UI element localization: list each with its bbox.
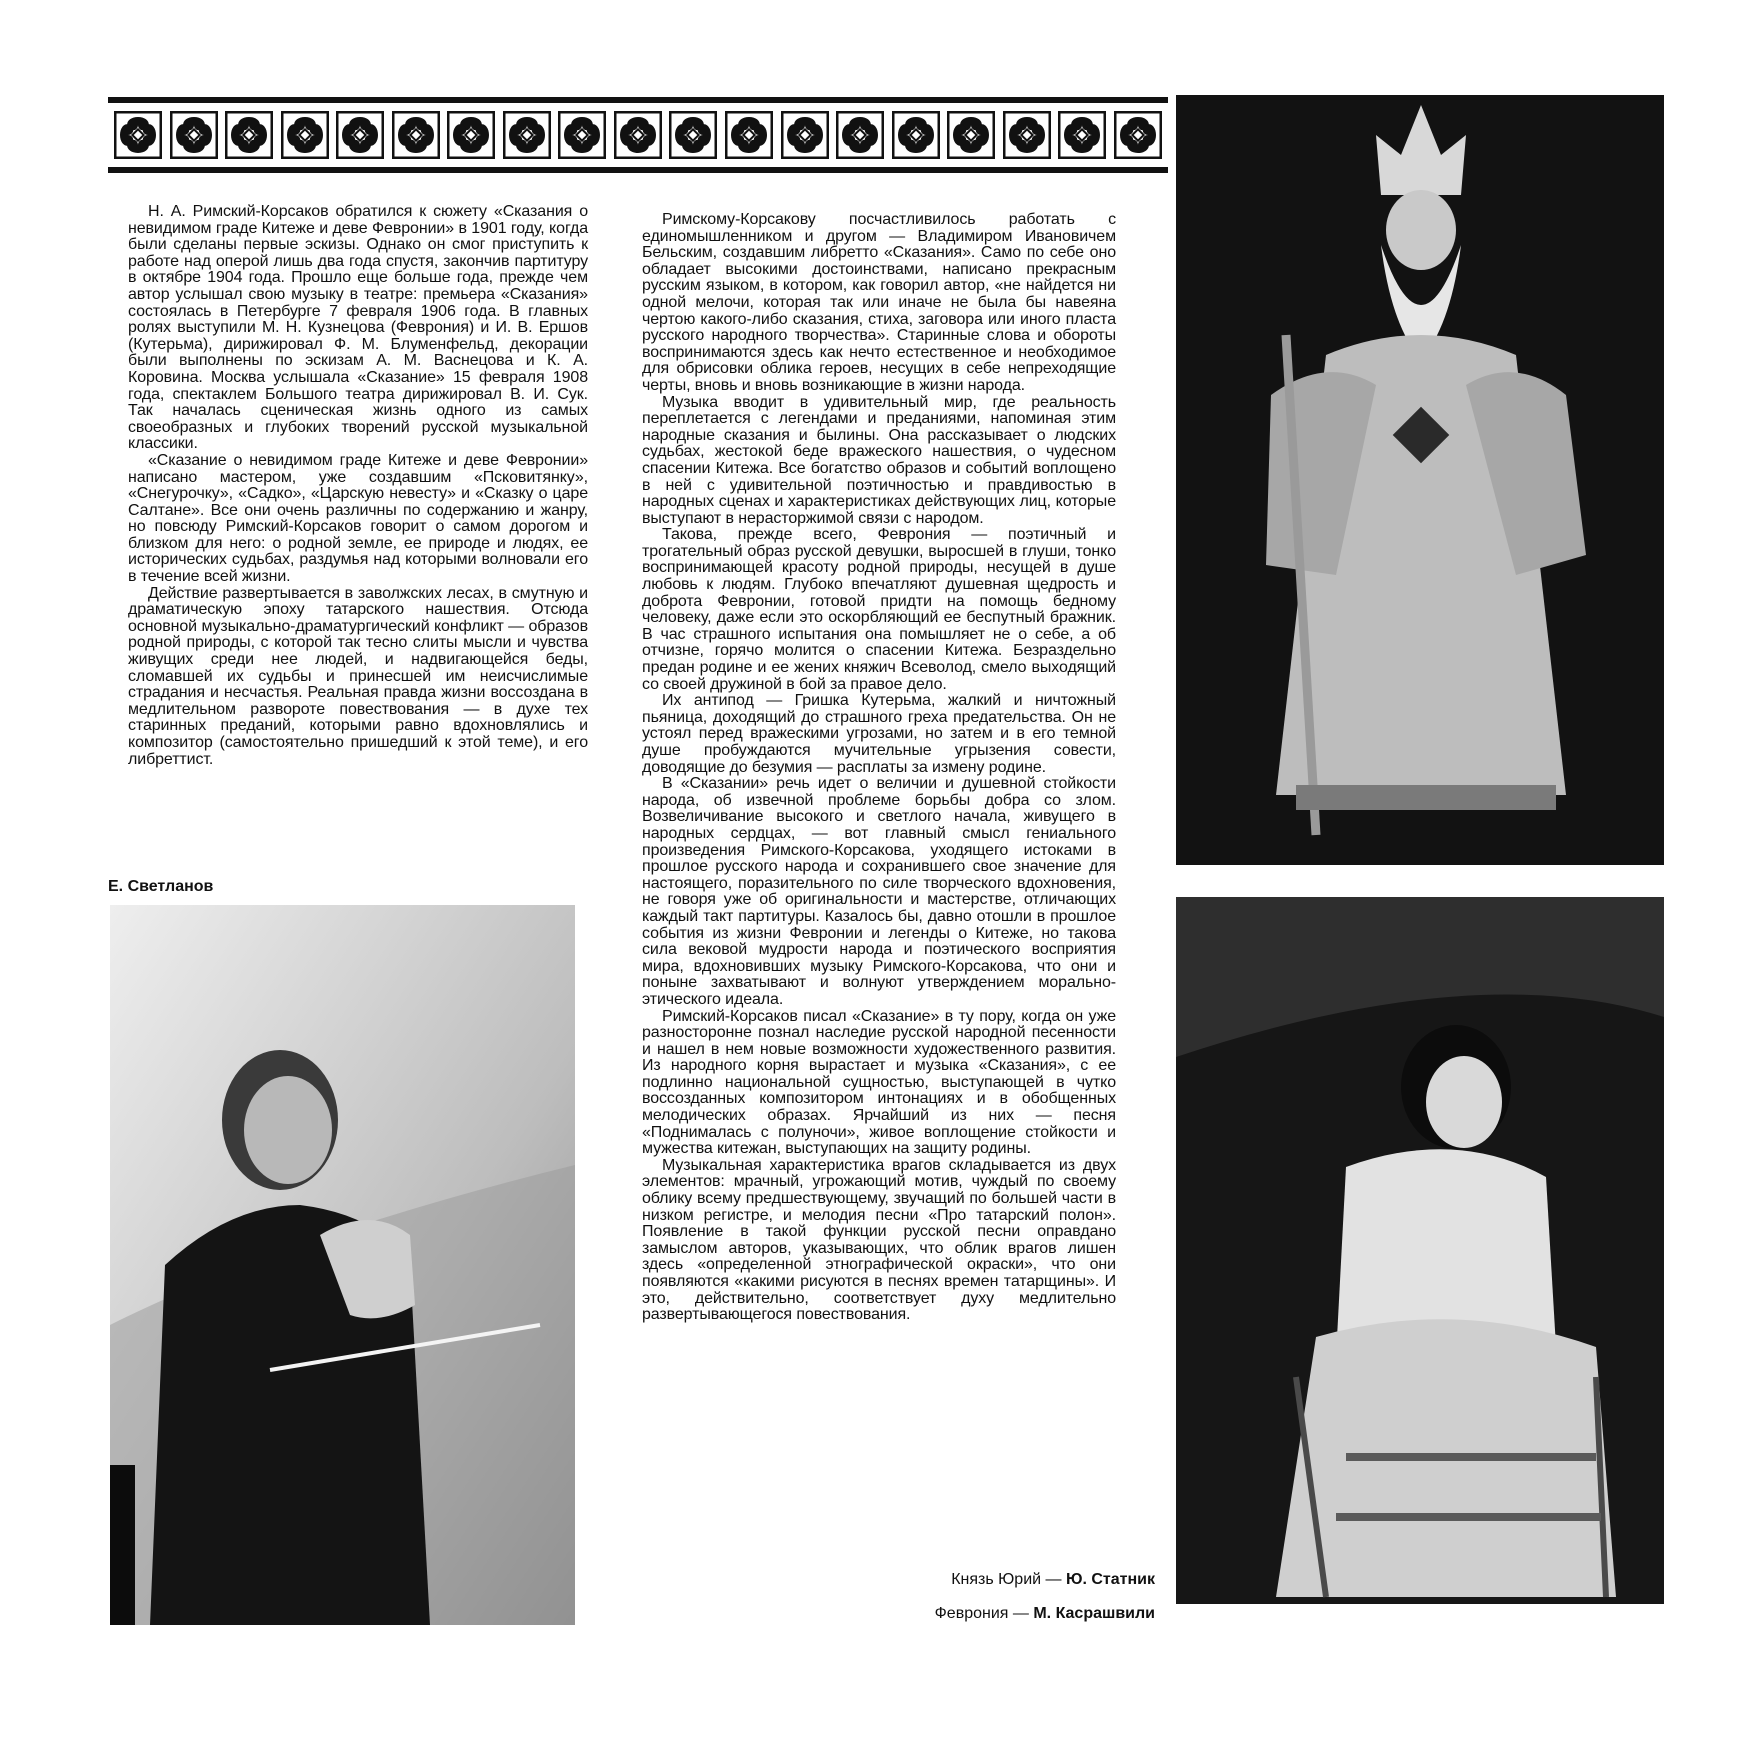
paragraph: Их антипод — Гришка Кутерьма, жалкий и ничтожный пьяница, доходящий до страшного греха предательства. Он не устоял перед вражескими угрозами, но затем и в его темной душе пробуждаются мучительные угрызения совести, доводящие до безумия — расплаты за измену родине. xyxy=(642,692,1116,776)
ornament-tile xyxy=(892,111,940,159)
ornament-tile xyxy=(558,111,606,159)
caption-prince-yuri xyxy=(951,1571,1155,1589)
ornament-tile xyxy=(1003,111,1051,159)
caption-fevronia xyxy=(935,1605,1155,1623)
ornament-tile xyxy=(336,111,384,159)
text-column-left xyxy=(128,204,588,768)
paragraph: Музыка вводит в удивительный мир, где реальность переплетается с легендами и преданиями, напоминая этим народные сказания и былины. Она рассказывает о людских судьбах, жестокой беде вражеского нашествия, о чудесном спасении Китежа. Все богатство образов и событий воплощено в ней с удивительной поэтичностью и правдивостью в народных сценах и характеристиках действующих лиц, которые выступают в нерасторжимой связи с народом. xyxy=(642,393,1116,527)
ornament-tile xyxy=(1114,111,1162,159)
paragraph: Действие развертывается в заволжских лесах, в смутную и драматическую эпоху татарского нашествия. Отсюда основной музыкально-драматургический конфликт — образов родной природы, с которой так тесно слиты мысли и чувства живущих среди нее людей, и надвигающейся беды, сломавшей их судьбы и принесшей им неисчислимые страдания и несчастья. Реальная правда жизни воссоздана в медлительном развороте повествования — в духе тех старинных преданий, которыми равно вдохновлялись и композитор (самостоятельно пришедший к этой теме), и его либреттист. xyxy=(128,584,588,768)
ornament-tile xyxy=(947,111,995,159)
ornament-tile xyxy=(281,111,329,159)
ornament-tile xyxy=(392,111,440,159)
paragraph: В «Сказании» речь идет о величии и душевной стойкости народа, об извечной проблеме борьбы добра со злом. Возвеличивание высокого и светлого начала, живущего в народных сердцах, — вот главный смысл гениального произведения Римского-Корсакова, уходящего истоками в прошлое русского народа и сохранившего свое значение для настоящего, поразительного по силе творческого вдохновения, не говоря уже об оригинальности и мастерстве, отличающих каждый такт партитуры. Казалось бы, давно отошли в прошлое события из жизни Февронии и легенды о Китеже, но такова сила вековой мудрости народа и поэтического восприятия мира, вдохновивших музыку Римского-Корсакова, что они и поныне захватывают и волнуют утверждением морально-этического идеала. xyxy=(642,775,1116,1008)
ornament-tile xyxy=(503,111,551,159)
ornament-tile xyxy=(114,111,162,159)
ornament-tile xyxy=(170,111,218,159)
text-column-right xyxy=(642,212,1116,1324)
ornament-tile xyxy=(836,111,884,159)
ornament-tile xyxy=(225,111,273,159)
ornament-border xyxy=(108,97,1168,173)
paragraph: Римскому-Корсакову посчастливилось работать с единомышленником и другом — Владимиром Ивановичем Бельским, создавшим либретто «Сказания». Само по себе оно обладает высокими достоинствами, написано прекрасным русским языком, в котором, как говорил автор, «не найдется ни одной мелочи, которая так или иначе не была бы навеяна чертою какого-либо сказания, стиха, заговора или иного пласта русского народного творчества». Старинные слова и обороты воспринимаются здесь как нечто естественное и необходимое для обрисовки облика героев, несущих в себе непреходящие черты, вновь и вновь возникающие в жизни народа. xyxy=(642,211,1116,394)
ornament-tile xyxy=(669,111,717,159)
paragraph: Такова, прежде всего, Феврония — поэтичный и трогательный образ русской девушки, выросшей в глуши, тонко воспринимающей красоту родной природы, несущей в душе любовь к людям. Глубоко впечатляют душевная щедрость и доброта Февронии, готовой придти на помощь бедному человеку, даже если это оскорбляющий ее беспутный бражник. В час страшного испытания она помышляет не о себе, а об отчизне, горячо молится о спасении Китежа. Безраздельно предан родине и ее жених княжич Всеволод, смело выходящий со своей дружиной в бой за правое дело. xyxy=(642,526,1116,693)
fevronia-photo xyxy=(1176,897,1664,1604)
conductor-photo xyxy=(110,905,575,1625)
ornament-tile xyxy=(1058,111,1106,159)
caption-role: Князь Юрий — xyxy=(951,1571,1062,1588)
caption-role: Феврония — xyxy=(934,1605,1029,1622)
paragraph: Н. А. Римский-Корсаков обратился к сюжету «Сказания о невидимом граде Китеже и деве Февронии» в 1901 году, когда были сделаны первые эскизы. Однако он смог приступить к работе над оперой лишь два года спустя, закончив партитуру в октябре 1904 года. Прошло еще больше года, прежде чем автор услышал свою музыку в театре: премьера «Сказания» состоялась в Петербурге 7 февраля 1906 года. В главных ролях выступили М. Н. Кузнецова (Феврония) и И. В. Ершов (Кутерьма), дирижировал Ф. М. Блуменфельд, декорации были выполнены по эскизам А. М. Васнецова и К. А. Коровина. Москва услышала «Сказание» 15 февраля 1908 года, спектаклем Большого театра дирижировал В. И. Сук. Так началась сценическая жизнь одного из самых своеобразных и глубоких творений русской музыкальной классики. xyxy=(128,203,588,453)
ornament-tile xyxy=(614,111,662,159)
paragraph: «Сказание о невидимом граде Китеже и деве Февронии» написано мастером, уже создавшим «Псковитянку», «Снегурочку», «Садко», «Царскую невесту» и «Сказку о царе Салтане». Все они очень различны по содержанию и жанру, но повсюду Римский-Корсаков говорит о самом дорогом и близком для него: о родной земле, ее природе и людях, ее исторических судьбах, раздумья над которыми волновали его в течение всей жизни. xyxy=(128,451,588,586)
caption-performer: М. Касрашвили xyxy=(1033,1605,1155,1622)
paragraph: Музыкальная характеристика врагов складывается из двух элементов: мрачный, угрожающий мотив, чуждый по своему облику всему предшествующему, звучащий по большей части в низком регистре, и мелодия песни «Про татарский полон». Появление в такой функции русской песни оправдано замыслом авторов, указывающих, что облик врагов лишен здесь «определенной этнографической окраски», что они появляются «какими рисуются в песнях времен татарщины». И это, действительно, соответствует духу медлительно развертывающегося повествования. xyxy=(642,1156,1116,1324)
ornament-tile xyxy=(781,111,829,159)
ornament-tile xyxy=(447,111,495,159)
author-signature: Е. Светланов xyxy=(108,878,214,895)
paragraph: Римский-Корсаков писал «Сказание» в ту пору, когда он уже разносторонне познал наследие русской народной песенности и нашел в нем новые возможности художественного развития. Из народного корня вырастает и музыка «Сказания», с ее подлинно национальной сущностью, выступающей в чутко воссозданных композитором интонациях и в обобщенных мелодических образах. Ярчайший из них — песня «Поднималась с полуночи», живое воплощение стойкости и мужества китежан, выступающих на защиту родины. xyxy=(642,1007,1116,1158)
caption-performer: Ю. Статник xyxy=(1065,1571,1155,1588)
ornament-tile xyxy=(725,111,773,159)
prince-yuri-photo xyxy=(1176,95,1664,865)
